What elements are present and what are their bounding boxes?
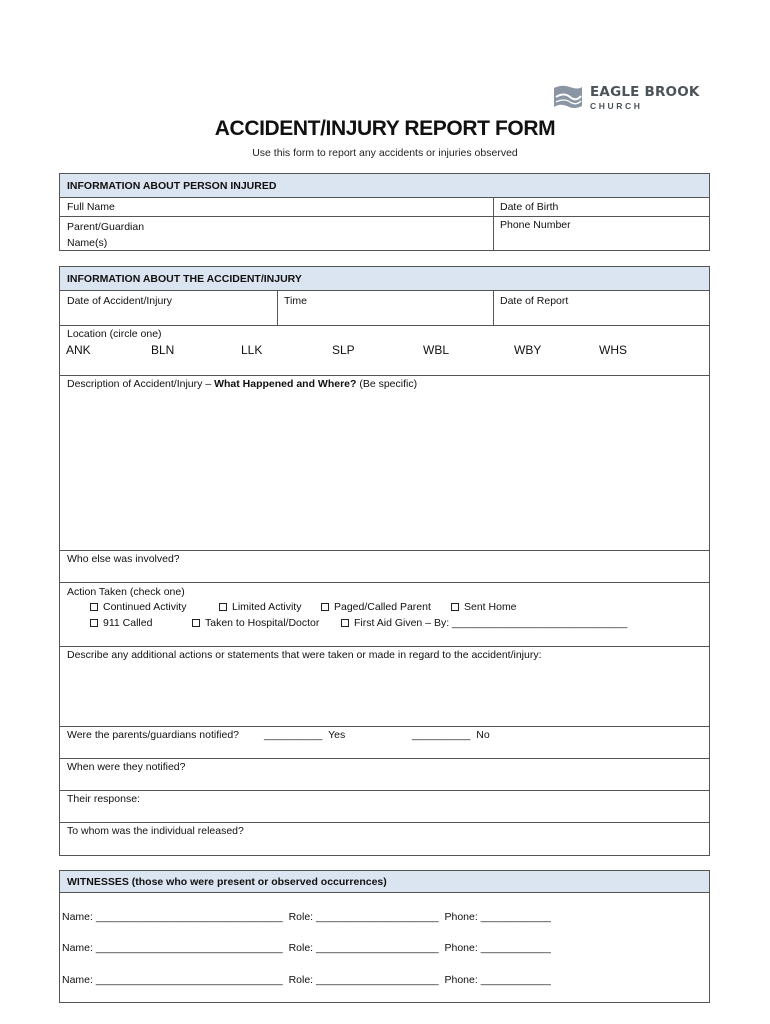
action-taken-label: Action Taken (check one) — [67, 586, 185, 598]
checkbox-icon — [90, 619, 98, 627]
checkbox-icon — [90, 603, 98, 611]
witnesses-section-header: WITNESSES (those who were present or observed occurrences) — [60, 871, 709, 893]
when-notified-row[interactable] — [60, 759, 709, 791]
checkbox-icon — [451, 603, 459, 611]
released-to-label: To whom was the individual released? — [67, 825, 244, 837]
checkbox-icon — [192, 619, 200, 627]
released-to-row[interactable] — [60, 823, 709, 855]
guardian-row — [60, 217, 709, 250]
additional-actions-label: Describe any additional actions or statements that were taken or made in regard to the accident/injury: — [67, 649, 542, 661]
sent-home-checkbox[interactable]: Sent Home — [451, 601, 517, 613]
accident-section — [59, 266, 710, 856]
notified-yes-option[interactable]: __________ Yes — [264, 729, 346, 741]
response-label: Their response: — [67, 793, 140, 805]
additional-actions-row[interactable] — [60, 647, 709, 727]
guardian-label-1: Parent/Guardian — [67, 221, 145, 233]
full-name-field[interactable]: Full Name — [67, 201, 115, 213]
location-option[interactable]: BLN — [151, 343, 175, 357]
dates-row — [60, 291, 709, 326]
hospital-checkbox[interactable]: Taken to Hospital/Doctor — [192, 617, 319, 629]
time-field[interactable]: Time — [284, 295, 307, 307]
report-date-field[interactable]: Date of Report — [500, 295, 569, 307]
guardian-field[interactable] — [67, 219, 144, 251]
notified-row — [60, 727, 709, 759]
phone-field[interactable]: Phone Number — [500, 219, 571, 231]
action-taken-row — [60, 583, 709, 647]
location-option[interactable]: LLK — [241, 343, 263, 357]
form-subtitle: Use this form to report any accidents or injuries observed — [252, 147, 518, 159]
logo-subname: CHURCH — [590, 100, 643, 111]
eagle-brook-logo-icon — [552, 84, 584, 112]
person-section-header: INFORMATION ABOUT PERSON INJURED — [60, 174, 709, 198]
witness-list — [60, 893, 709, 1003]
dob-field[interactable]: Date of Birth — [500, 201, 559, 213]
form-title: ACCIDENT/INJURY REPORT FORM — [214, 117, 556, 140]
location-option[interactable]: WHS — [599, 343, 627, 357]
when-notified-label: When were they notified? — [67, 761, 186, 773]
paged-parent-checkbox[interactable]: Paged/Called Parent — [321, 601, 431, 613]
accident-section-header: INFORMATION ABOUT THE ACCIDENT/INJURY — [60, 267, 709, 291]
response-row[interactable] — [60, 791, 709, 823]
others-involved-row[interactable] — [60, 551, 709, 583]
checkbox-icon — [219, 603, 227, 611]
location-option[interactable]: ANK — [66, 343, 91, 357]
description-label: Description of Accident/Injury – What Happened and Where? (Be specific) — [67, 378, 418, 390]
logo-name: EAGLE BROOK — [590, 84, 700, 100]
witnesses-section — [59, 870, 710, 1003]
location-label: Location (circle one) — [67, 328, 162, 340]
witness-row[interactable]: Name: ________________________________ Role: _____________________ Phone: ____________ — [62, 942, 551, 954]
accident-date-field[interactable]: Date of Accident/Injury — [67, 295, 173, 307]
guardian-label-2: Name(s) — [67, 237, 108, 249]
location-option[interactable]: SLP — [332, 343, 355, 357]
first-aid-checkbox[interactable]: First Aid Given – By: ______________________________ — [341, 617, 627, 629]
description-row[interactable] — [60, 376, 709, 551]
church-logo — [552, 84, 700, 112]
witness-row[interactable]: Name: ________________________________ Role: _____________________ Phone: ____________ — [62, 974, 551, 986]
notified-no-option[interactable]: __________ No — [412, 729, 490, 741]
witness-row[interactable]: Name: ________________________________ Role: _____________________ Phone: ____________ — [62, 911, 551, 923]
notified-question: Were the parents/guardians notified? — [67, 729, 239, 741]
location-option[interactable]: WBL — [423, 343, 450, 357]
checkbox-icon — [321, 603, 329, 611]
person-injured-section — [59, 173, 710, 251]
called-911-checkbox[interactable]: 911 Called — [90, 617, 152, 629]
continued-activity-checkbox[interactable]: Continued Activity — [90, 601, 186, 613]
others-involved-label: Who else was involved? — [67, 553, 180, 565]
limited-activity-checkbox[interactable]: Limited Activity — [219, 601, 301, 613]
checkbox-icon — [341, 619, 349, 627]
location-row — [60, 326, 709, 376]
location-option[interactable]: WBY — [514, 343, 542, 357]
full-name-row — [60, 198, 709, 217]
